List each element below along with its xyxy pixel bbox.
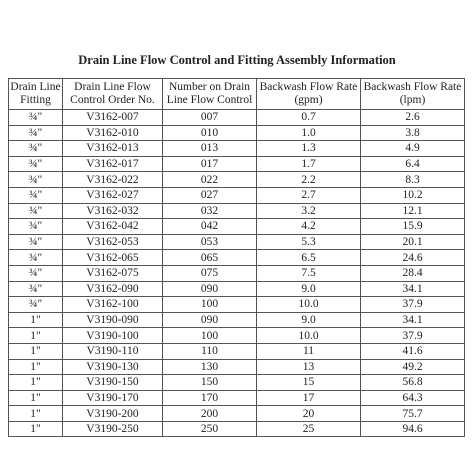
- table-row: [9, 281, 465, 297]
- table-row: [9, 203, 465, 219]
- cell-number: 022: [163, 172, 257, 188]
- cell-fitting: ¾": [9, 203, 63, 219]
- table-row: [9, 343, 465, 359]
- cell-flow-gpm: 13: [257, 359, 361, 375]
- cell-number: 090: [163, 281, 257, 297]
- cell-number: 027: [163, 187, 257, 203]
- table-row: [9, 390, 465, 406]
- table-row: [9, 328, 465, 344]
- table-row: [9, 265, 465, 281]
- cell-number: 007: [163, 110, 257, 126]
- cell-flow-lpm: 37.9: [361, 297, 465, 313]
- table-row: [9, 406, 465, 422]
- cell-flow-gpm: 3.2: [257, 203, 361, 219]
- table-row: [9, 234, 465, 250]
- header-number-on-control: Number on Drain Line Flow Control: [163, 79, 257, 110]
- cell-flow-lpm: 64.3: [361, 390, 465, 406]
- cell-fitting: ¾": [9, 219, 63, 235]
- cell-order-no: V3162-013: [63, 141, 163, 157]
- cell-flow-gpm: 2.7: [257, 187, 361, 203]
- cell-fitting: ¾": [9, 172, 63, 188]
- table-row: [9, 250, 465, 266]
- cell-order-no: V3190-150: [63, 375, 163, 391]
- cell-fitting: ¾": [9, 110, 63, 126]
- cell-order-no: V3190-100: [63, 328, 163, 344]
- table-row: [9, 156, 465, 172]
- cell-flow-lpm: 12.1: [361, 203, 465, 219]
- cell-fitting: ¾": [9, 156, 63, 172]
- cell-number: 032: [163, 203, 257, 219]
- header-order-no: Drain Line Flow Control Order No.: [63, 79, 163, 110]
- cell-order-no: V3162-100: [63, 297, 163, 313]
- cell-number: 075: [163, 265, 257, 281]
- cell-flow-lpm: 20.1: [361, 234, 465, 250]
- cell-flow-lpm: 41.6: [361, 343, 465, 359]
- cell-order-no: V3190-250: [63, 421, 163, 437]
- cell-flow-gpm: 7.5: [257, 265, 361, 281]
- cell-fitting: 1": [9, 390, 63, 406]
- cell-order-no: V3190-170: [63, 390, 163, 406]
- cell-number: 100: [163, 328, 257, 344]
- cell-order-no: V3162-010: [63, 125, 163, 141]
- cell-number: 090: [163, 312, 257, 328]
- cell-fitting: ¾": [9, 281, 63, 297]
- cell-flow-lpm: 56.8: [361, 375, 465, 391]
- cell-fitting: 1": [9, 406, 63, 422]
- cell-flow-gpm: 0.7: [257, 110, 361, 126]
- cell-flow-lpm: 49.2: [361, 359, 465, 375]
- cell-order-no: V3190-200: [63, 406, 163, 422]
- cell-number: 130: [163, 359, 257, 375]
- header-drain-line-fitting: Drain Line Fitting: [9, 79, 63, 110]
- cell-number: 110: [163, 343, 257, 359]
- cell-flow-lpm: 10.2: [361, 187, 465, 203]
- cell-flow-gpm: 11: [257, 343, 361, 359]
- table-row: [9, 141, 465, 157]
- cell-fitting: ¾": [9, 297, 63, 313]
- cell-order-no: V3162-007: [63, 110, 163, 126]
- cell-number: 170: [163, 390, 257, 406]
- table-row: [9, 219, 465, 235]
- cell-fitting: ¾": [9, 187, 63, 203]
- header-flow-lpm: Backwash Flow Rate (lpm): [361, 79, 465, 110]
- cell-flow-gpm: 1.0: [257, 125, 361, 141]
- table-row: [9, 187, 465, 203]
- cell-flow-lpm: 34.1: [361, 281, 465, 297]
- cell-flow-lpm: 28.4: [361, 265, 465, 281]
- cell-number: 017: [163, 156, 257, 172]
- header-flow-gpm: Backwash Flow Rate (gpm): [257, 79, 361, 110]
- cell-fitting: ¾": [9, 125, 63, 141]
- cell-number: 053: [163, 234, 257, 250]
- cell-flow-lpm: 37.9: [361, 328, 465, 344]
- cell-order-no: V3162-022: [63, 172, 163, 188]
- cell-flow-gpm: 10.0: [257, 297, 361, 313]
- cell-flow-gpm: 15: [257, 375, 361, 391]
- cell-order-no: V3190-110: [63, 343, 163, 359]
- cell-fitting: 1": [9, 343, 63, 359]
- cell-order-no: V3162-032: [63, 203, 163, 219]
- cell-flow-lpm: 3.8: [361, 125, 465, 141]
- cell-order-no: V3162-053: [63, 234, 163, 250]
- flow-control-table: [8, 78, 465, 437]
- table-row: [9, 125, 465, 141]
- cell-flow-gpm: 25: [257, 421, 361, 437]
- cell-flow-lpm: 75.7: [361, 406, 465, 422]
- cell-order-no: V3162-090: [63, 281, 163, 297]
- cell-flow-gpm: 5.3: [257, 234, 361, 250]
- cell-order-no: V3190-090: [63, 312, 163, 328]
- cell-flow-lpm: 6.4: [361, 156, 465, 172]
- cell-flow-gpm: 20: [257, 406, 361, 422]
- cell-flow-lpm: 15.9: [361, 219, 465, 235]
- cell-flow-gpm: 6.5: [257, 250, 361, 266]
- table-row: [9, 297, 465, 313]
- cell-flow-gpm: 9.0: [257, 312, 361, 328]
- cell-flow-gpm: 17: [257, 390, 361, 406]
- table-row: [9, 172, 465, 188]
- cell-number: 200: [163, 406, 257, 422]
- cell-number: 150: [163, 375, 257, 391]
- cell-fitting: 1": [9, 359, 63, 375]
- cell-number: 013: [163, 141, 257, 157]
- cell-fitting: ¾": [9, 234, 63, 250]
- cell-flow-gpm: 9.0: [257, 281, 361, 297]
- cell-flow-lpm: 34.1: [361, 312, 465, 328]
- cell-fitting: ¾": [9, 141, 63, 157]
- cell-flow-gpm: 2.2: [257, 172, 361, 188]
- cell-flow-lpm: 8.3: [361, 172, 465, 188]
- cell-order-no: V3190-130: [63, 359, 163, 375]
- cell-number: 065: [163, 250, 257, 266]
- cell-flow-lpm: 2.6: [361, 110, 465, 126]
- cell-fitting: ¾": [9, 250, 63, 266]
- cell-order-no: V3162-017: [63, 156, 163, 172]
- table-row: [9, 359, 465, 375]
- cell-order-no: V3162-042: [63, 219, 163, 235]
- cell-flow-lpm: 4.9: [361, 141, 465, 157]
- cell-flow-lpm: 94.6: [361, 421, 465, 437]
- cell-fitting: 1": [9, 421, 63, 437]
- cell-flow-lpm: 24.6: [361, 250, 465, 266]
- cell-flow-gpm: 10.0: [257, 328, 361, 344]
- cell-fitting: 1": [9, 328, 63, 344]
- cell-number: 250: [163, 421, 257, 437]
- cell-order-no: V3162-065: [63, 250, 163, 266]
- cell-flow-gpm: 1.3: [257, 141, 361, 157]
- cell-order-no: V3162-075: [63, 265, 163, 281]
- cell-order-no: V3162-027: [63, 187, 163, 203]
- table-title: Drain Line Flow Control and Fitting Assembly Information: [78, 53, 396, 67]
- table-row: [9, 421, 465, 437]
- cell-number: 100: [163, 297, 257, 313]
- table-row: [9, 375, 465, 391]
- cell-flow-gpm: 4.2: [257, 219, 361, 235]
- cell-fitting: 1": [9, 375, 63, 391]
- cell-number: 010: [163, 125, 257, 141]
- table-row: [9, 312, 465, 328]
- header-row: [9, 79, 465, 110]
- cell-fitting: 1": [9, 312, 63, 328]
- cell-number: 042: [163, 219, 257, 235]
- table-row: [9, 110, 465, 126]
- cell-flow-gpm: 1.7: [257, 156, 361, 172]
- cell-fitting: ¾": [9, 265, 63, 281]
